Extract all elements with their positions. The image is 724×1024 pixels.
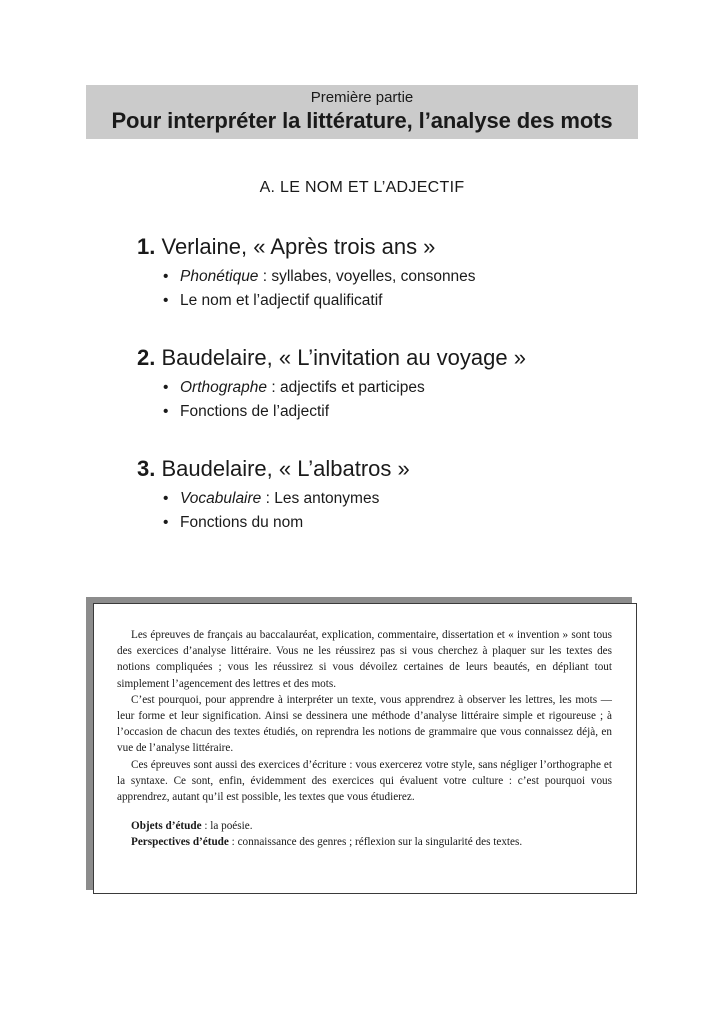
lesson-heading — [137, 455, 410, 483]
lesson-heading — [137, 233, 476, 261]
lesson-3 — [137, 455, 410, 535]
topic-text: Fonctions de l’adjectif — [180, 403, 330, 420]
part-subtitle: Première partie — [310, 89, 414, 106]
topic-category: Orthographe — [180, 379, 268, 396]
lesson-number: 2. — [137, 345, 156, 370]
list-item — [137, 400, 526, 424]
objets-line — [117, 818, 612, 834]
part-title: Pour interpréter la littérature, l’analyse des mots — [111, 108, 613, 133]
perspectives-line — [117, 834, 612, 850]
perspectives-label: Perspectives d’étude — [131, 836, 229, 849]
topic-text: Fonctions du nom — [180, 514, 304, 531]
lesson-title: Baudelaire, « L’invitation au voyage » — [161, 345, 526, 370]
lesson-heading — [137, 344, 526, 372]
topic-category: Phonétique — [180, 268, 259, 285]
lesson-topics — [137, 376, 526, 424]
bullet-icon: • — [163, 490, 169, 507]
intro-paragraph: Ces épreuves sont aussi des exercices d’écriture : vous exercerez votre style, sans négliger l’orthographe et la syntaxe. Ce sont, enfin, évidemment des exercices qui évaluent votre culture : c’est pourquoi vous apprendrez, autant qu’il est possible, les textes que vous étudierez. — [117, 758, 612, 804]
bullet-icon: • — [163, 514, 169, 531]
list-item — [137, 265, 476, 289]
topic-category: Vocabulaire — [180, 490, 262, 507]
perspectives-value: : connaissance des genres ; réflexion sur la singularité des textes. — [228, 836, 523, 849]
lesson-title: Baudelaire, « L’albatros » — [161, 456, 410, 481]
intro-text — [117, 627, 612, 851]
bullet-icon: • — [163, 379, 169, 396]
list-item — [137, 376, 526, 400]
topic-text: : syllabes, voyelles, consonnes — [258, 268, 476, 285]
lesson-2 — [137, 344, 526, 424]
lesson-topics — [137, 265, 476, 313]
list-item — [137, 511, 410, 535]
list-item — [137, 487, 410, 511]
objets-label: Objets d’étude — [131, 820, 202, 833]
lesson-number: 3. — [137, 456, 156, 481]
intro-paragraph: C’est pourquoi, pour apprendre à interpréter un texte, vous apprendrez à observer les lettres, les mots — leur forme et leur signification. Ainsi se dessinera une méthode d’analyse littéraire simple et rigoureuse ; à l’occasion de chacun des textes étudiés, on reprendra les notions de grammaire que vous connaissez déjà, en vue de l’analyse littéraire. — [117, 693, 612, 755]
list-item — [137, 289, 476, 313]
part-header — [86, 85, 638, 139]
section-title: A. LE NOM ET L’ADJECTIF — [259, 179, 465, 196]
bullet-icon: • — [163, 268, 169, 285]
bullet-icon: • — [163, 292, 169, 309]
bullet-icon: • — [163, 403, 169, 420]
topic-text: Le nom et l’adjectif qualificatif — [180, 292, 383, 309]
lesson-topics — [137, 487, 410, 535]
lesson-1 — [137, 233, 476, 313]
study-info — [117, 818, 612, 850]
topic-text: : adjectifs et participes — [267, 379, 425, 396]
lesson-title: Verlaine, « Après trois ans » — [161, 234, 436, 259]
topic-text: : Les antonymes — [261, 490, 380, 507]
objets-value: : la poésie. — [201, 820, 253, 833]
intro-paragraph: Les épreuves de français au baccalauréat, explication, commentaire, dissertation et « invention » sont tous des exercices d’analyse littéraire. Vous ne les réussirez pas si vous cherchez à plaquer sur les textes des notions compliquées ; vous les réussirez si vous dévoilez certaines de leurs beautés, en dépliant tout simplement l’agencement des lettres et des mots. — [117, 629, 612, 690]
lesson-number: 1. — [137, 234, 156, 259]
